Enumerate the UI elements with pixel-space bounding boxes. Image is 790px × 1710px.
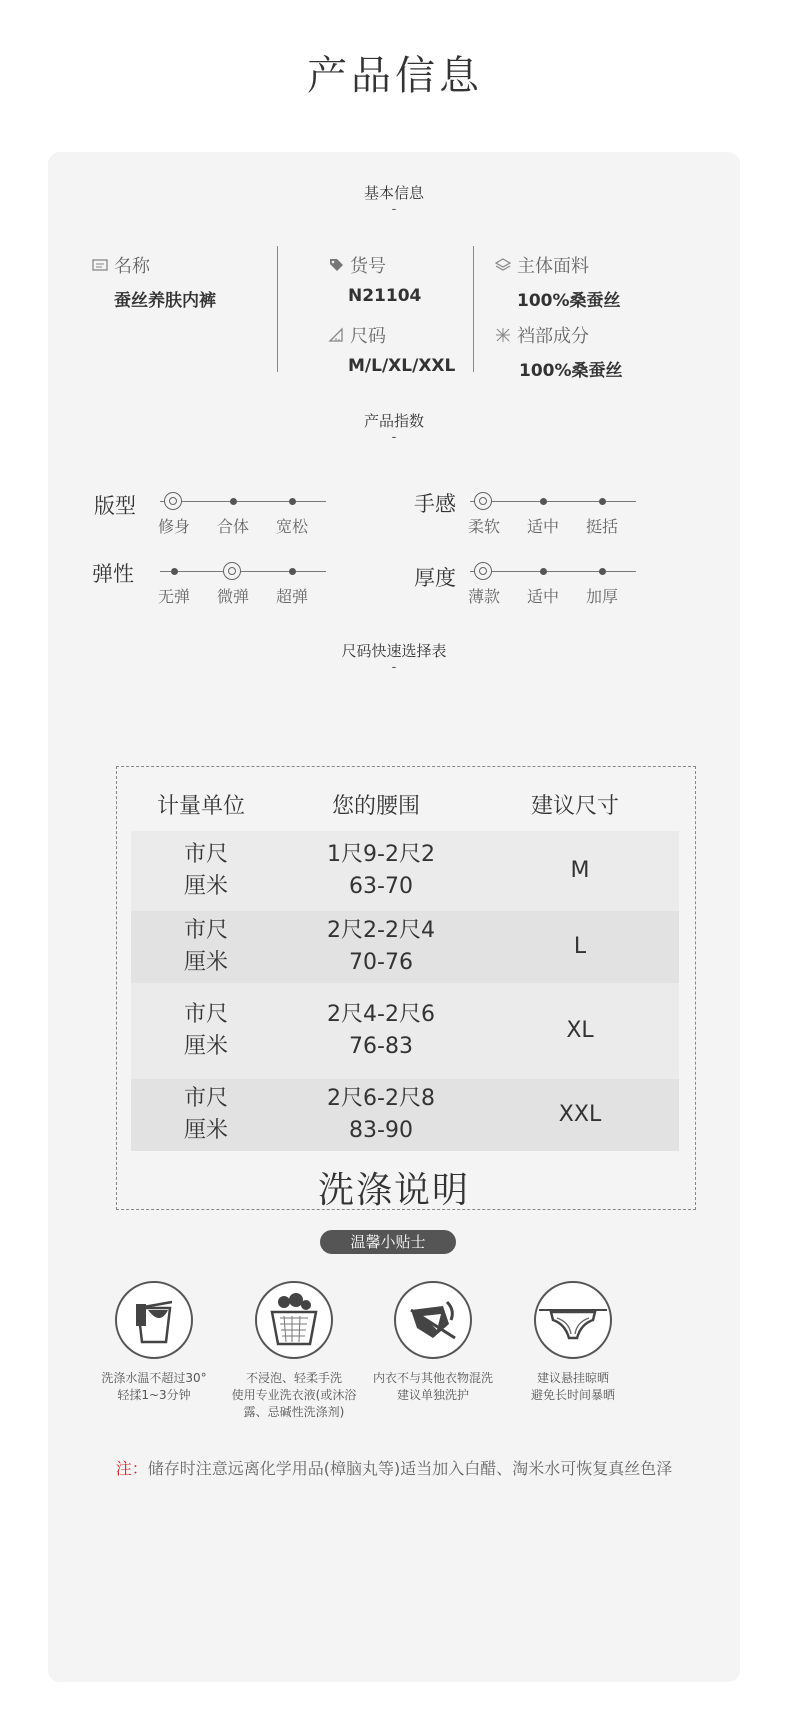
- header-size: 建议尺寸: [530, 794, 620, 819]
- scale-option: 挺括: [585, 517, 619, 536]
- waist-cell: [281, 831, 481, 911]
- index-heading-text: 产品指数: [363, 412, 424, 430]
- suggested-size: XL: [566, 1018, 594, 1043]
- card-icon: [92, 257, 108, 273]
- info-crotch: [495, 322, 623, 381]
- header-unit: 计量单位: [156, 794, 246, 819]
- washing-title: 洗涤说明: [317, 1170, 470, 1211]
- waist-chi: 2尺4-2尺6: [327, 1002, 435, 1027]
- size-value: M/L/XL/XXL: [348, 356, 456, 376]
- info-name: [92, 252, 216, 311]
- waist-cm: 83-90: [349, 1118, 413, 1143]
- divider: [473, 246, 474, 372]
- wash-item: [219, 1280, 369, 1421]
- waist-cm: 70-76: [349, 950, 413, 975]
- size-cell: [481, 983, 679, 1079]
- size-label: 尺码: [350, 326, 386, 347]
- size-cell: [481, 831, 679, 911]
- suggested-size: XXL: [558, 1102, 602, 1127]
- scale-option: 薄款: [467, 587, 501, 606]
- unit-cm: 厘米: [183, 1118, 228, 1143]
- info-main-fabric: [495, 252, 621, 311]
- unit-cell: [131, 911, 281, 983]
- wash-text-line: 使用专业洗衣液(或沐浴: [231, 1388, 357, 1402]
- scale-option: 无弹: [157, 587, 191, 606]
- unit-chi: 市尺: [183, 1002, 228, 1027]
- waist-chi: 1尺9-2尺2: [327, 842, 435, 867]
- scale-dot: [599, 498, 606, 505]
- suggested-size: L: [573, 934, 587, 959]
- index-label: 厚度: [414, 566, 456, 590]
- tip-badge: 温馨小贴士: [320, 1230, 456, 1254]
- scale-option: 适中: [526, 587, 560, 606]
- washbasin-icon: [254, 1280, 334, 1360]
- info-size: [328, 322, 455, 376]
- waist-chi: 2尺2-2尺4: [327, 918, 435, 943]
- scale-dot: [171, 568, 178, 575]
- unit-cm: 厘米: [183, 950, 228, 975]
- size-table: [116, 766, 696, 1210]
- scale-marker-selected: [474, 492, 492, 510]
- index-label: 手感: [414, 492, 456, 516]
- separate-clothes-icon: [393, 1280, 473, 1360]
- size-table-heading-text: 尺码快速选择表: [341, 642, 447, 660]
- index-dash: -: [391, 430, 397, 445]
- scale-track: [470, 501, 636, 502]
- scale-option: 柔软: [467, 517, 501, 536]
- scale-dot: [289, 498, 296, 505]
- crotch-value: 100%桑蚕丝: [519, 361, 623, 381]
- tag-icon: [328, 257, 344, 273]
- unit-cell: [131, 1079, 281, 1151]
- name-label: 名称: [114, 256, 150, 277]
- scale-track: [470, 571, 636, 572]
- index-scale: [157, 560, 326, 606]
- waist-cell: [281, 911, 481, 983]
- basic-info-heading-text: 基本信息: [363, 184, 424, 202]
- scale-option: 微弹: [216, 587, 250, 606]
- divider: [277, 246, 278, 372]
- scale-marker-selected: [474, 562, 492, 580]
- waist-chi: 2尺6-2尺8: [327, 1086, 435, 1111]
- ruler-icon: [328, 327, 344, 343]
- unit-cm: 厘米: [183, 874, 228, 899]
- table-row: [131, 983, 679, 1079]
- index-scale: [467, 490, 636, 536]
- wash-text-line: 不浸泡、轻柔手洗: [245, 1371, 342, 1385]
- scale-marker-selected: [223, 562, 241, 580]
- size-cell: [481, 911, 679, 983]
- wash-text-line: 建议悬挂晾晒: [536, 1371, 609, 1385]
- table-row: [131, 831, 679, 911]
- name-value: 蚕丝养肤内裤: [114, 291, 216, 311]
- index-heading: [48, 410, 740, 445]
- wash-item: [79, 1280, 229, 1404]
- waist-cm: 63-70: [349, 874, 413, 899]
- index-scale: [157, 490, 326, 536]
- unit-cm: 厘米: [183, 1034, 228, 1059]
- index-label: 弹性: [92, 562, 134, 586]
- item-no-value: N21104: [348, 286, 422, 306]
- scale-dot: [540, 498, 547, 505]
- size-table-dash: -: [391, 660, 397, 675]
- wash-text-line: 露、忌碱性洗涤剂): [243, 1405, 345, 1419]
- scale-option: 加厚: [585, 587, 619, 606]
- waist-cm: 76-83: [349, 1034, 413, 1059]
- basic-info-dash: -: [391, 202, 397, 217]
- scale-dot: [599, 568, 606, 575]
- note-prefix: 注：: [115, 1459, 148, 1478]
- wash-text-line: 避免长时间暴晒: [530, 1388, 615, 1402]
- scale-dot: [289, 568, 296, 575]
- scale-marker-selected: [164, 492, 182, 510]
- unit-cell: [131, 831, 281, 911]
- scale-option: 超弹: [275, 587, 309, 606]
- wash-item: [358, 1280, 508, 1404]
- item-no-label: 货号: [350, 256, 386, 277]
- note-text: 储存时注意远离化学用品(樟脑丸等)适当加入白醋、淘米水可恢复真丝色泽: [147, 1459, 673, 1478]
- scale-track: [160, 501, 326, 502]
- scale-option: 合体: [216, 517, 250, 536]
- size-table-heading: [48, 640, 740, 675]
- scale-option: 修身: [157, 517, 191, 536]
- size-cell: [481, 1079, 679, 1151]
- wash-text-line: 轻揉1~3分钟: [117, 1388, 191, 1402]
- hang-dry-icon: [533, 1280, 613, 1360]
- product-info-card: [48, 152, 740, 1682]
- storage-note: [48, 1456, 740, 1479]
- table-row: [131, 911, 679, 983]
- waist-cell: [281, 1079, 481, 1151]
- crotch-label: 裆部成分: [517, 326, 589, 347]
- waist-cell: [281, 983, 481, 1079]
- page-title: 产品信息: [307, 53, 483, 99]
- scale-option: 适中: [526, 517, 560, 536]
- unit-cell: [131, 983, 281, 1079]
- wash-text-line: 建议单独洗护: [396, 1388, 469, 1402]
- main-fabric-label: 主体面料: [517, 256, 589, 277]
- unit-chi: 市尺: [183, 842, 228, 867]
- index-label: 版型: [94, 494, 136, 518]
- scale-track: [160, 571, 326, 572]
- layers-icon: [495, 257, 511, 273]
- suggested-size: M: [570, 858, 590, 883]
- basic-info-heading: [48, 182, 740, 217]
- unit-chi: 市尺: [183, 918, 228, 943]
- wash-item: [498, 1280, 648, 1404]
- fabric-texture-icon: [495, 327, 511, 343]
- main-fabric-value: 100%桑蚕丝: [517, 291, 621, 311]
- info-item-no: [328, 252, 421, 306]
- header-waist: 您的腰围: [331, 794, 421, 819]
- bucket-icon: [114, 1280, 194, 1360]
- table-row: [131, 1079, 679, 1151]
- wash-text-line: 内衣不与其他衣物混洗: [372, 1371, 493, 1385]
- scale-dot: [540, 568, 547, 575]
- wash-text-line: 洗涤水温不超过30°: [101, 1371, 207, 1385]
- scale-dot: [230, 498, 237, 505]
- unit-chi: 市尺: [183, 1086, 228, 1111]
- index-scale: [467, 560, 636, 606]
- scale-option: 宽松: [275, 517, 309, 536]
